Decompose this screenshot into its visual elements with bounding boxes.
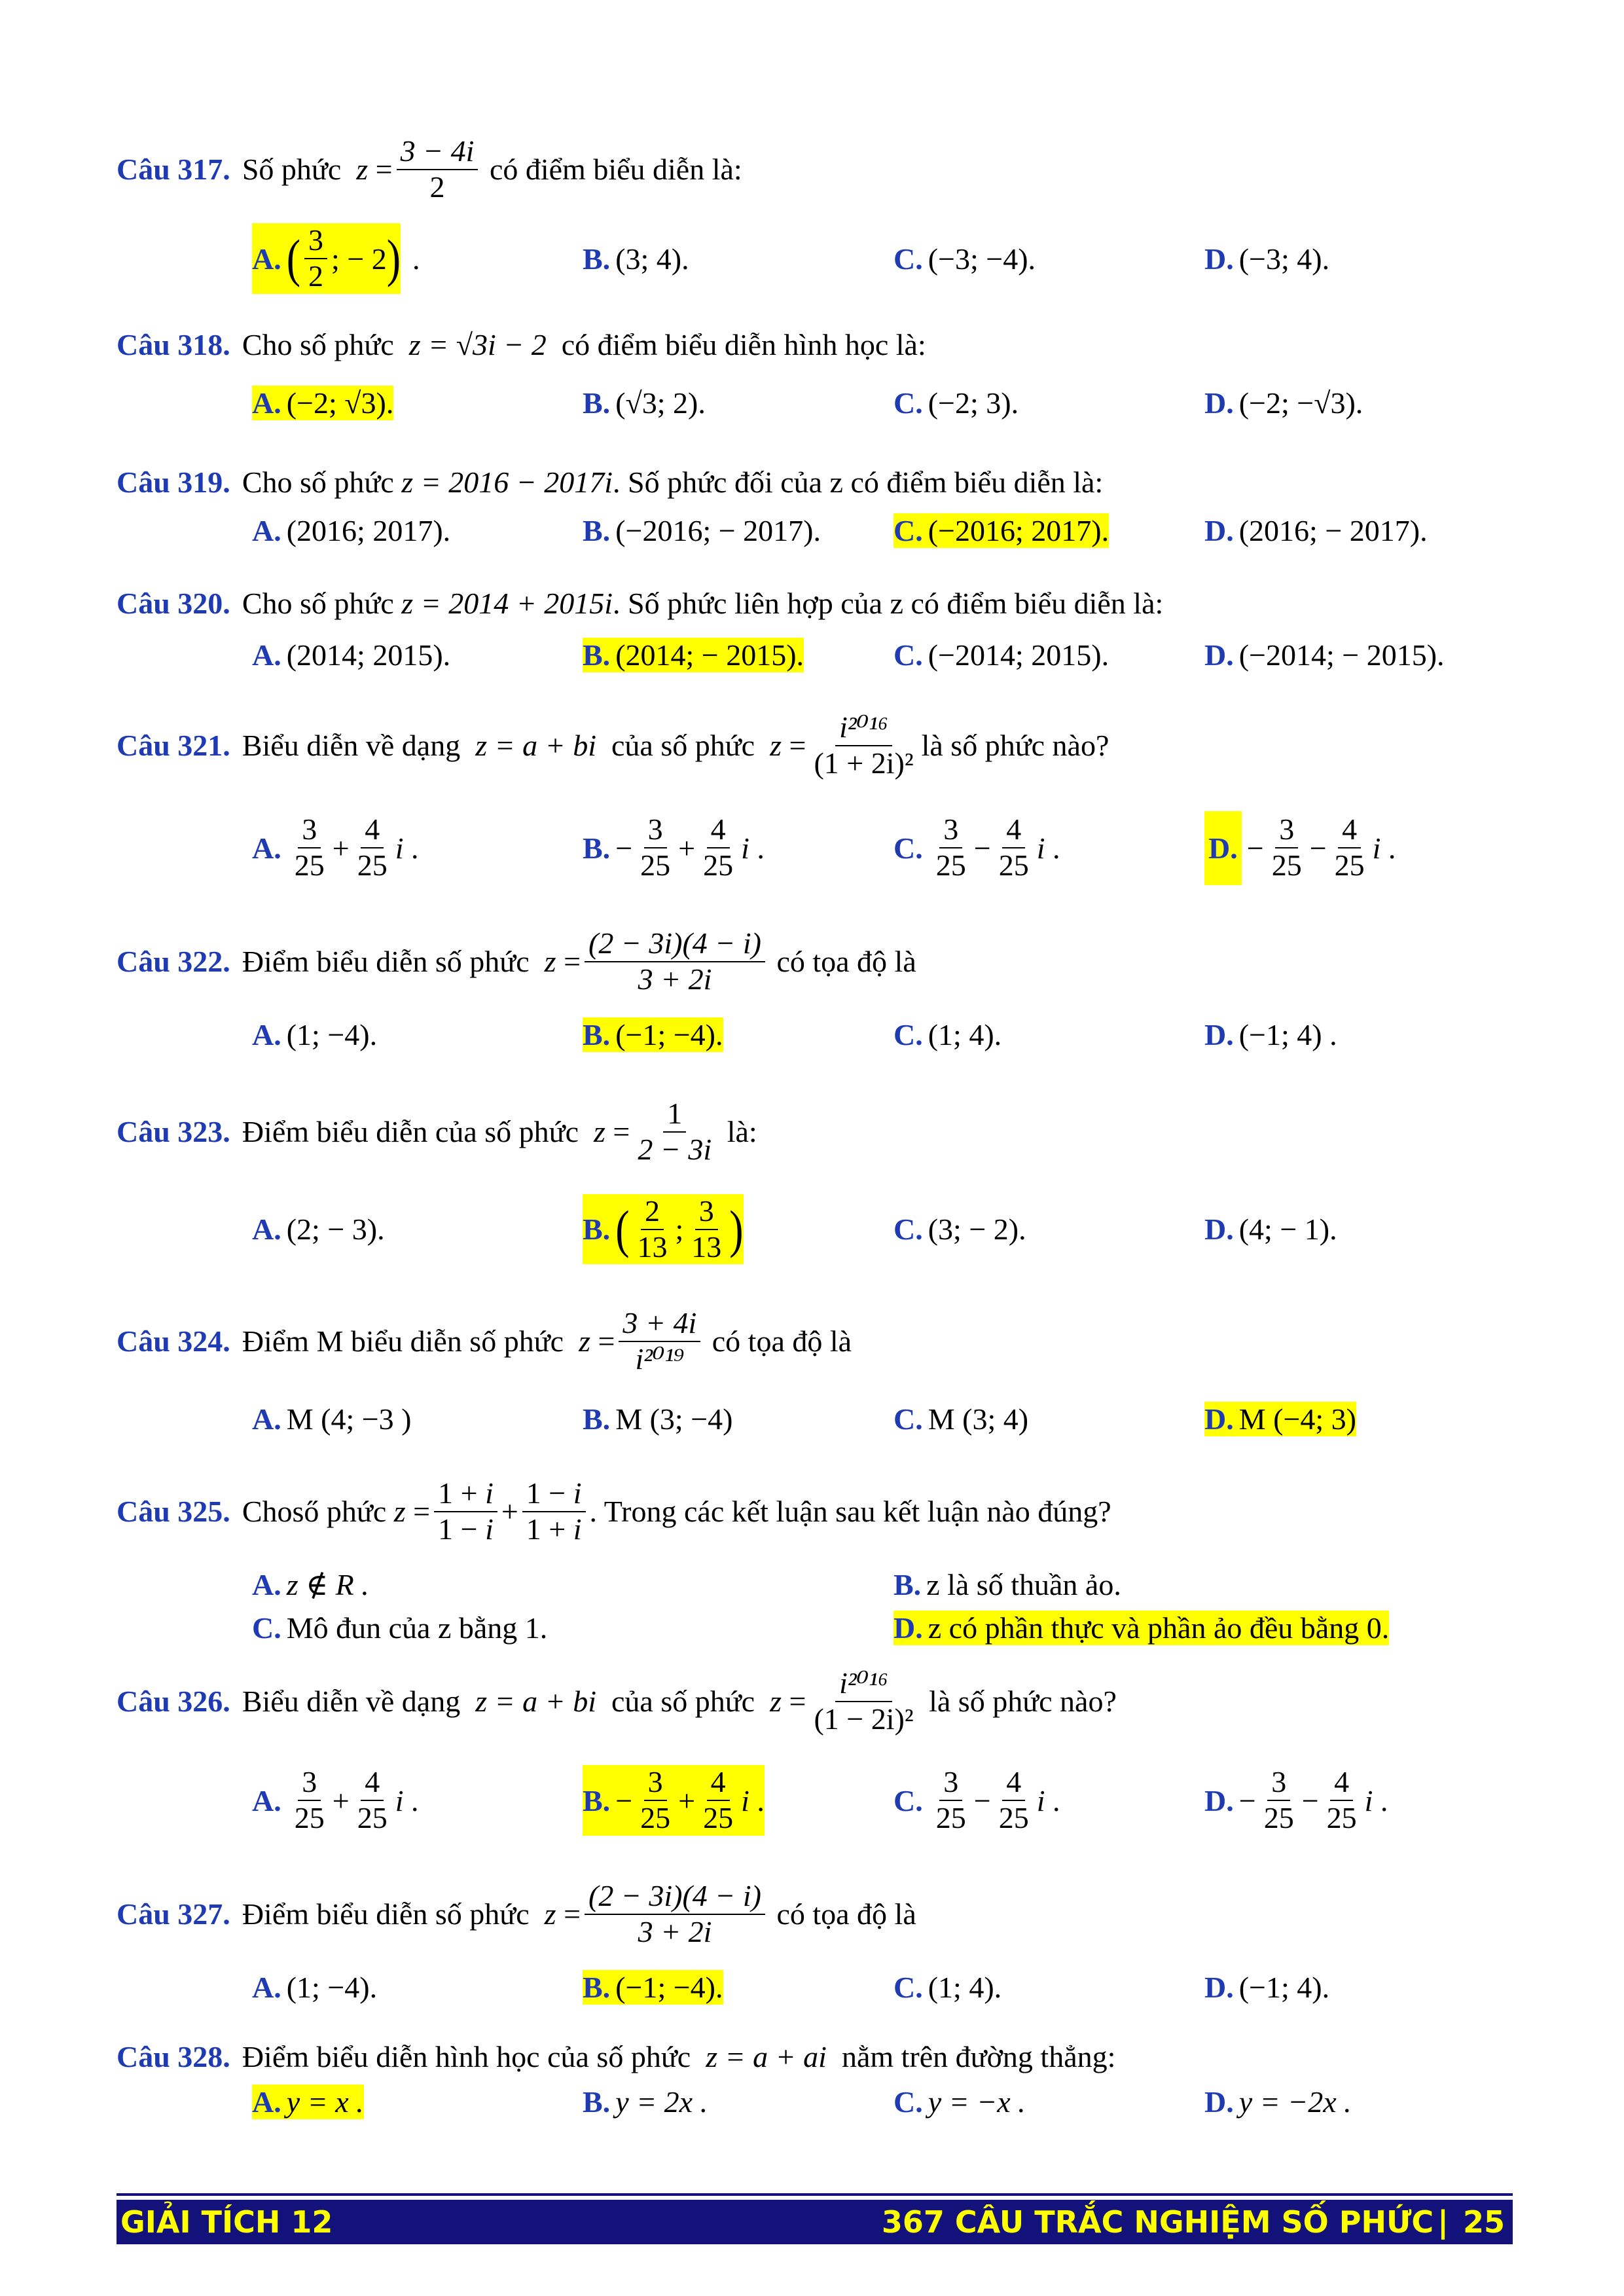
option-d[interactable]: D. (−2014; − 2015). <box>1204 638 1445 672</box>
option-a[interactable]: A. (2016; 2017). <box>252 513 451 547</box>
options-322 <box>252 1011 1493 1057</box>
fraction: $\frac{3 - 4i}{2}$ <box>397 134 478 205</box>
question-317: Câu 317. Số phức z = $\frac{3 - 4i}{2}$ có điểm biểu diễn là: <box>117 134 742 204</box>
option-d[interactable]: D. (−2; −√3). <box>1204 386 1363 420</box>
options-326 <box>252 1764 1493 1836</box>
option-b[interactable]: B. M (3; −4) <box>583 1402 733 1436</box>
option-a[interactable]: A. y = x . <box>252 2085 364 2119</box>
option-a[interactable]: A. (−2; √3). <box>252 386 394 420</box>
option-c[interactable]: C. (−2; 3). <box>893 386 1019 420</box>
option-c[interactable]: C. $\frac{3}{25}$ − $\frac{4}{25}$ i . <box>893 1765 1060 1834</box>
option-c[interactable]: C. (1; 4). <box>893 1017 1002 1051</box>
option-d[interactable]: D. y = −2x . <box>1204 2085 1352 2119</box>
footer-rule <box>117 2193 1513 2196</box>
option-a[interactable]: A. $\frac{3}{25}$ + $\frac{4}{25}$ i . <box>252 812 419 882</box>
footer-right: 367 CÂU TRẮC NGHIỆM SỐ PHỨC | 25 <box>874 2204 1513 2240</box>
question-324: Câu 324. Điểm M biểu diễn số phức z = $\frac{3 + 4i}{\text{i²⁰¹⁹}}$ có tọa độ là <box>117 1306 852 1376</box>
option-b[interactable]: B. y = 2x . <box>583 2085 708 2119</box>
options-324 <box>252 1394 1493 1444</box>
option-b[interactable]: B. − $\frac{3}{25}$ + $\frac{4}{25}$ i . <box>583 812 765 882</box>
option-c[interactable]: C. (−2016; 2017). <box>893 513 1110 547</box>
option-d[interactable]: D. z có phần thực và phần ảo đều bằng 0. <box>893 1611 1390 1645</box>
option-a[interactable]: A. z ∉ R . <box>252 1567 369 1601</box>
options-325-row2 <box>252 1608 1493 1647</box>
option-d[interactable]: D. (4; − 1). <box>1204 1212 1337 1246</box>
option-c[interactable]: C. (−3; −4). <box>893 242 1036 276</box>
option-d[interactable]: D. (2016; − 2017). <box>1204 513 1428 547</box>
option-a[interactable]: A. M (4; −3 ) <box>252 1402 412 1436</box>
option-b[interactable]: B. (−1; −4). <box>583 1017 723 1051</box>
options-323 <box>252 1192 1493 1267</box>
footer-bar <box>117 2200 1513 2244</box>
question-319: Câu 319. Cho số phức z = 2016 − 2017i . Số phức đối của z có điểm biểu diễn là: <box>117 465 1104 499</box>
question-321: Câu 321. Biểu diễn về dạng z = a + bi của số phức z = $\frac{\text{i²⁰¹⁶}}{\text{(1 + 2i)²}}$ là số phức nào? <box>117 710 1110 780</box>
option-b[interactable]: B. (√3; 2). <box>583 386 706 420</box>
option-a[interactable]: A. $\frac{3}{25}$ + $\frac{4}{25}$ i . <box>252 1765 419 1834</box>
page-number: 25 <box>1462 2204 1505 2240</box>
option-d[interactable]: D. (−1; 4). <box>1204 1970 1330 2004</box>
options-318 <box>252 376 1493 429</box>
option-b[interactable]: B. z là số thuần ảo. <box>893 1567 1121 1601</box>
option-c[interactable]: C. (3; − 2). <box>893 1212 1026 1246</box>
question-328: Câu 328. Điểm biểu diễn hình học của số phức z = a + ai nằm trên đường thẳng: <box>117 2040 1116 2073</box>
question-320: Câu 320. Cho số phức z = 2014 + 2015i . Số phức liên hợp của z có điểm biểu diễn là: <box>117 587 1164 620</box>
options-319 <box>252 507 1493 553</box>
option-d[interactable]: D. (−3; 4). <box>1204 242 1330 276</box>
option-d[interactable]: D. − $\frac{3}{25}$ − $\frac{4}{25}$ i . <box>1204 1765 1388 1834</box>
option-b[interactable]: B. − $\frac{3}{25}$ + $\frac{4}{25}$ i . <box>583 1765 765 1834</box>
option-b[interactable]: B. (3; 4). <box>583 242 689 276</box>
options-317: A. ( $\frac{3}{2}$ ; − 2 ) . B. (3; 4). C. (−3; −4). D. (−3; 4). <box>252 223 1330 293</box>
question-326: Câu 326. Biểu diễn về dạng z = a + bi của số phức z = $\frac{\text{i²⁰¹⁶}}{\text{(1 − 2i)²}}$ là số phức nào? <box>117 1666 1117 1736</box>
option-a[interactable]: A. ( $\frac{3}{2}$ ; − 2 ) <box>252 223 401 293</box>
options-325-row1 <box>252 1565 1493 1604</box>
option-d[interactable]: D. (−1; 4) . <box>1204 1017 1337 1051</box>
question-323: Câu 323. Điểm biểu diễn của số phức z = $\frac{1}{2 - 3i}$ là: <box>117 1097 757 1166</box>
footer-left: GIẢI TÍCH 12 <box>120 2204 333 2240</box>
option-c[interactable]: C. Mô đun của z bằng 1. <box>252 1611 548 1645</box>
option-c[interactable]: C. M (3; 4) <box>893 1402 1029 1436</box>
options-321 <box>252 812 1493 884</box>
option-c[interactable]: C. (1; 4). <box>893 1970 1002 2004</box>
question-318: Câu 318. Cho số phức z = √3i − 2 có điểm biểu diễn hình học là: <box>117 328 926 361</box>
option-a[interactable]: A. (1; −4). <box>252 1970 378 2004</box>
option-d[interactable]: D. − $\frac{3}{25}$ − $\frac{4}{25}$ i . <box>1204 811 1396 885</box>
question-327: Câu 327. Điểm biểu diễn số phức z = $\frac{(2 - 3i)(4 - i)}{3 + 2i}$ có tọa độ là <box>117 1879 916 1948</box>
option-c[interactable]: C. y = −x . <box>893 2085 1026 2119</box>
question-322: Câu 322. Điểm biểu diễn số phức z = $\frac{(2 - 3i)(4 - i)}{3 + 2i}$ có tọa độ là <box>117 926 916 996</box>
option-a[interactable]: A. (1; −4). <box>252 1017 378 1051</box>
option-a[interactable]: A. (2; − 3). <box>252 1212 385 1246</box>
options-320 <box>252 632 1493 678</box>
option-b[interactable]: B. (−2016; − 2017). <box>583 513 821 547</box>
question-label: Câu 317. <box>117 153 230 187</box>
option-c[interactable]: C. (−2014; 2015). <box>893 638 1110 672</box>
option-b[interactable]: B. ( $\frac{2}{13}$ ; $\frac{3}{13}$ ) <box>583 1194 744 1264</box>
option-d[interactable]: D. M (−4; 3) <box>1204 1402 1356 1436</box>
question-325: Câu 325. Choső phức z = $\frac{1 + i}{1 - i}$ + $\frac{1 - i}{1 + i}$ . Trong các kết luận sau kết luận nào đúng? <box>117 1476 1111 1546</box>
options-327 <box>252 1964 1493 2010</box>
option-c[interactable]: C. $\frac{3}{25}$ − $\frac{4}{25}$ i . <box>893 812 1060 882</box>
options-328 <box>252 2082 1493 2121</box>
option-a[interactable]: A. (2014; 2015). <box>252 638 451 672</box>
option-b[interactable]: B. (−1; −4). <box>583 1970 723 2004</box>
option-b[interactable]: B. (2014; − 2015). <box>583 638 804 672</box>
